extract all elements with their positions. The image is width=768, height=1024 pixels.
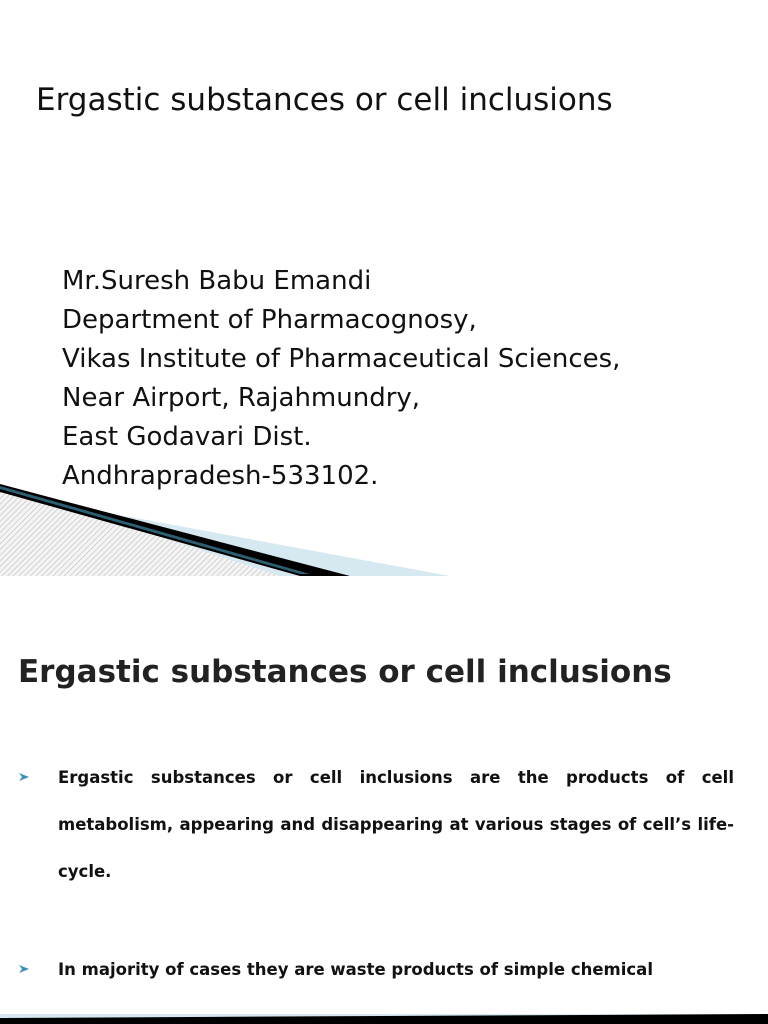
slide-title: Ergastic substances or cell inclusions xyxy=(36,82,613,118)
arrow-bullet-icon xyxy=(18,771,30,783)
author-address: Near Airport, Rajahmundry, xyxy=(62,383,421,413)
decorative-bottom-bar xyxy=(0,1014,768,1024)
bullet-item xyxy=(18,960,734,993)
author-state: Andhrapradesh-533102. xyxy=(62,461,379,491)
author-block xyxy=(62,262,620,496)
author-institute: Vikas Institute of Pharmaceutical Sciences, xyxy=(62,344,621,374)
slide-title: Ergastic substances or cell inclusions xyxy=(18,654,672,690)
bullet-text: Ergastic substances or cell inclusions are the products of cell metabolism, appearing and disappearing at various stages of cell’s life-cycle. xyxy=(58,768,734,881)
bullet-item xyxy=(18,768,734,895)
author-district: East Godavari Dist. xyxy=(62,422,312,452)
arrow-bullet-icon xyxy=(18,963,30,975)
content-slide xyxy=(0,576,768,1024)
author-name: Mr.Suresh Babu Emandi xyxy=(62,266,372,296)
decorative-swoosh xyxy=(0,470,768,576)
author-department: Department of Pharmacognosy, xyxy=(62,305,477,335)
bullet-text: In majority of cases they are waste products of simple chemical xyxy=(58,960,653,979)
